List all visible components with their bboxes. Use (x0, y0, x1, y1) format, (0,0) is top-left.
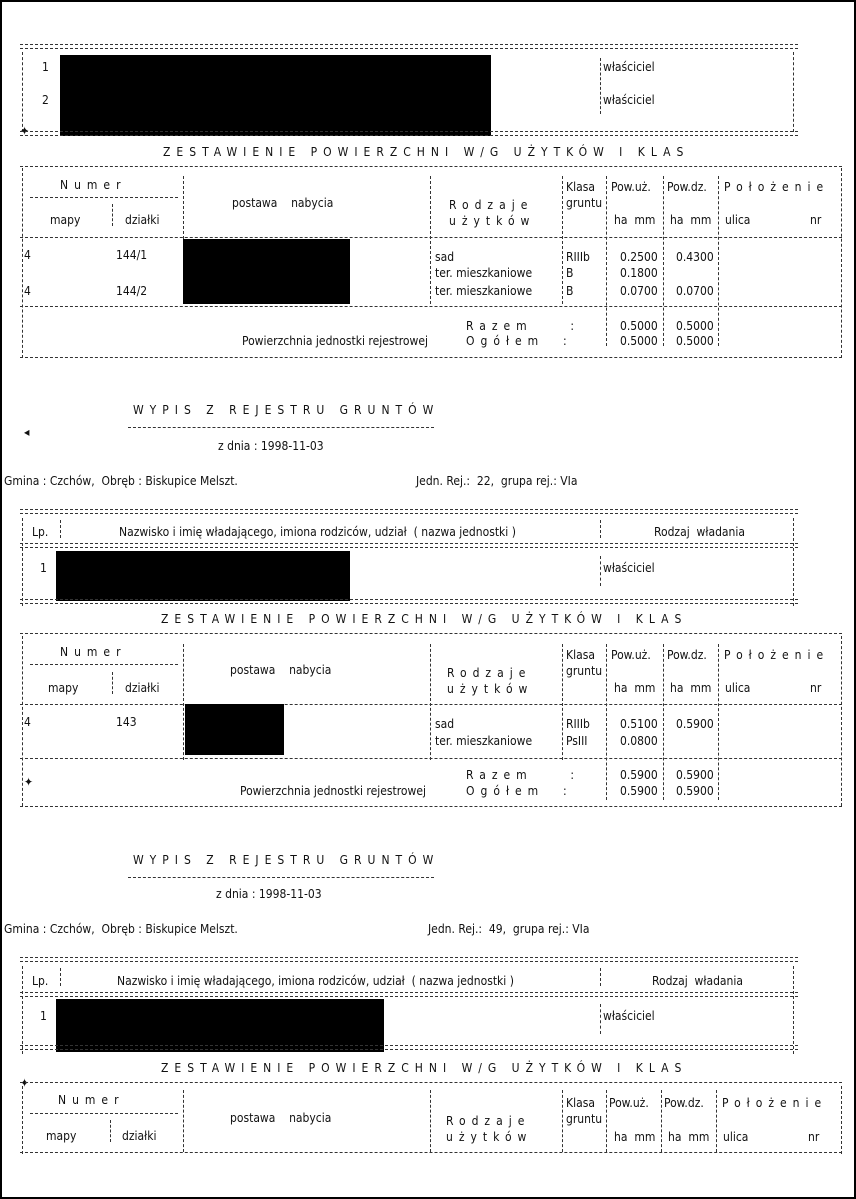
ownership-type: właściciel (603, 1009, 655, 1023)
cell-dzialki: 143 (116, 715, 137, 729)
header-numer: Numer (60, 178, 127, 192)
header-numer: Numer (58, 1093, 125, 1107)
column-divider (661, 1090, 662, 1152)
cell-pow-dz: 0.4300 (676, 250, 714, 264)
cell-pow-uz: 0.1800 (620, 266, 658, 280)
rule (20, 1152, 842, 1153)
powierzchnia-label: Powierzchnia jednostki rejestrowej (240, 784, 426, 798)
rule (30, 1113, 178, 1114)
cell-mapy: 4 (24, 284, 31, 298)
cell-klasa: B (566, 266, 574, 280)
cell-pow-uz: 0.2500 (620, 250, 658, 264)
header-uzytkow: użytków (447, 682, 534, 696)
header-pow-uz: Pow.uż. (609, 1096, 649, 1110)
punch-mark-icon: ✦ (20, 124, 30, 138)
column-divider (430, 1090, 431, 1152)
column-divider (600, 556, 601, 586)
ownership-type: właściciel (603, 93, 655, 107)
header-ha-mm: ha mm (614, 1130, 656, 1144)
gmina-line: Gmina : Czchów, Obręb : Biskupice Melszt. (4, 474, 238, 488)
header-nazwisko: Nazwisko i imię władającego, imiona rodziców, udział ( nazwa jednostki ) (117, 974, 514, 988)
column-divider (718, 644, 719, 800)
wypis-date: z dnia : 1998-11-03 (218, 439, 324, 453)
cell-rodzaj: ter. mieszkaniowe (435, 284, 533, 298)
rule (20, 166, 842, 167)
ogolem-label: Ogółem : (466, 334, 573, 348)
header-polozenie: Położenie (722, 1096, 828, 1110)
column-divider (562, 176, 563, 304)
header-lp: Lp. (32, 974, 49, 988)
column-divider (663, 176, 664, 346)
double-rule (20, 599, 798, 604)
header-gruntu: gruntu (566, 196, 603, 210)
table-border (22, 52, 23, 132)
punch-mark-icon: ✦ (20, 1076, 30, 1090)
redaction-box (60, 55, 491, 136)
header-pow-uz: Pow.uż. (611, 180, 651, 194)
cell-rodzaj: sad (435, 717, 455, 731)
header-polozenie: Położenie (724, 648, 830, 662)
table-border (841, 168, 842, 358)
owner-lp: 1 (40, 1009, 47, 1023)
column-divider (606, 644, 607, 800)
powierzchnia-label: Powierzchnia jednostki rejestrowej (242, 334, 428, 348)
column-divider (718, 176, 719, 346)
header-dzialki: działki (125, 681, 160, 695)
rule (20, 704, 842, 705)
razem-pow-uz: 0.5900 (620, 768, 658, 782)
header-mapy: mapy (50, 213, 81, 227)
header-mapy: mapy (48, 681, 79, 695)
cell-rodzaj: ter. mieszkaniowe (435, 266, 533, 280)
column-divider (606, 1090, 607, 1152)
header-lp: Lp. (32, 525, 49, 539)
ogolem-pow-uz: 0.5900 (620, 784, 658, 798)
column-divider (562, 1090, 563, 1152)
header-klasa: Klasa (566, 648, 595, 662)
header-rodzaj-wladania: Rodzaj władania (654, 525, 745, 539)
cell-klasa: B (566, 284, 574, 298)
column-divider (112, 672, 113, 694)
header-ha-mm: ha mm (670, 681, 712, 695)
cell-rodzaj: ter. mieszkaniowe (435, 734, 533, 748)
cell-rodzaj: sad (435, 250, 455, 264)
header-nr: nr (808, 1130, 820, 1144)
header-klasa: Klasa (566, 1096, 595, 1110)
header-ulica: ulica (725, 213, 751, 227)
header-numer: Numer (60, 645, 127, 659)
rule (30, 664, 178, 665)
double-rule (20, 543, 798, 548)
header-pow-dz: Pow.dz. (667, 180, 707, 194)
cell-klasa: PsIII (566, 734, 588, 748)
header-dzialki: działki (125, 213, 160, 227)
header-klasa: Klasa (566, 180, 595, 194)
table-border (22, 966, 23, 1054)
section-heading: ZESTAWIENIE POWIERZCHNI W/G UŻYTKÓW I KLAS (163, 145, 690, 159)
redaction-box (183, 239, 350, 304)
table-border (22, 636, 23, 806)
table-border (793, 518, 794, 606)
cell-pow-dz: 0.5900 (676, 717, 714, 731)
column-divider (110, 1120, 111, 1142)
punch-mark-icon: ✦ (24, 775, 34, 789)
cell-pow-dz: 0.0700 (676, 284, 714, 298)
rule (20, 357, 842, 358)
table-border (793, 966, 794, 1054)
section-heading: ZESTAWIENIE POWIERZCHNI W/G UŻYTKÓW I KLAS (161, 1061, 688, 1075)
column-divider (430, 644, 431, 760)
column-divider (663, 644, 664, 800)
header-dzialki: działki (122, 1129, 157, 1143)
header-nazwisko: Nazwisko i imię władającego, imiona rodziców, udział ( nazwa jednostki ) (119, 525, 516, 539)
owner-lp: 1 (42, 60, 49, 74)
section-heading: ZESTAWIENIE POWIERZCHNI W/G UŻYTKÓW I KLAS (161, 612, 688, 626)
header-postawa: postawa nabycia (230, 663, 332, 677)
table-border (22, 1086, 23, 1154)
column-divider (183, 644, 184, 760)
wypis-title: WYPIS Z REJESTRU GRUNTÓW (133, 403, 440, 417)
header-rodzaje: Rodzaje (449, 198, 534, 212)
rule (20, 1082, 842, 1083)
column-divider (600, 968, 601, 986)
rule (128, 427, 434, 428)
razem-pow-dz: 0.5000 (676, 319, 714, 333)
cell-klasa: RIIIb (566, 250, 590, 264)
header-pow-dz: Pow.dz. (667, 648, 707, 662)
redaction-box (185, 704, 284, 755)
rule (20, 306, 842, 307)
table-border (22, 518, 23, 606)
razem-label: Razem : (466, 319, 581, 333)
header-mapy: mapy (46, 1129, 77, 1143)
razem-pow-uz: 0.5000 (620, 319, 658, 333)
double-rule (20, 957, 798, 962)
header-ha-mm: ha mm (614, 681, 656, 695)
header-uzytkow: użytków (446, 1130, 533, 1144)
column-divider (183, 1090, 184, 1152)
table-border (841, 636, 842, 806)
table-border (22, 168, 23, 358)
header-pow-uz: Pow.uż. (611, 648, 651, 662)
rule (30, 197, 178, 198)
jedn-rej-line: Jedn. Rej.: 22, grupa rej.: VIa (416, 474, 578, 488)
header-ulica: ulica (723, 1130, 749, 1144)
header-uzytkow: użytków (449, 214, 536, 228)
ownership-type: właściciel (603, 561, 655, 575)
header-nr: nr (810, 681, 822, 695)
header-rodzaje: Rodzaje (447, 666, 532, 680)
wypis-date: z dnia : 1998-11-03 (216, 887, 322, 901)
header-postawa: postawa nabycia (232, 196, 334, 210)
wypis-title: WYPIS Z REJESTRU GRUNTÓW (133, 853, 440, 867)
column-divider (112, 204, 113, 226)
column-divider (716, 1090, 717, 1152)
column-divider (430, 176, 431, 304)
double-rule (20, 509, 798, 514)
redaction-box (56, 551, 350, 601)
header-gruntu: gruntu (566, 1112, 603, 1126)
header-gruntu: gruntu (566, 664, 603, 678)
double-rule (20, 1045, 798, 1050)
rule (20, 237, 842, 238)
double-rule (20, 992, 798, 997)
column-divider (606, 176, 607, 346)
double-rule (20, 44, 798, 49)
cell-dzialki: 144/1 (116, 248, 148, 262)
column-divider (562, 644, 563, 760)
column-divider (600, 1004, 601, 1034)
cell-pow-uz: 0.0800 (620, 734, 658, 748)
ogolem-pow-dz: 0.5000 (676, 334, 714, 348)
cell-pow-uz: 0.5100 (620, 717, 658, 731)
column-divider (60, 520, 61, 538)
gmina-line: Gmina : Czchów, Obręb : Biskupice Melszt. (4, 922, 238, 936)
header-ulica: ulica (725, 681, 751, 695)
header-polozenie: Położenie (724, 180, 830, 194)
header-rodzaje: Rodzaje (446, 1114, 531, 1128)
header-nr: nr (810, 213, 822, 227)
table-border (841, 1086, 842, 1154)
razem-label: Razem : (466, 768, 581, 782)
column-divider (60, 968, 61, 986)
rule (20, 633, 842, 634)
ownership-type: właściciel (603, 60, 655, 74)
double-rule (20, 131, 798, 136)
header-ha-mm: ha mm (668, 1130, 710, 1144)
razem-pow-dz: 0.5900 (676, 768, 714, 782)
cell-pow-uz: 0.0700 (620, 284, 658, 298)
column-divider (600, 58, 601, 114)
header-ha-mm: ha mm (614, 213, 656, 227)
column-divider (600, 520, 601, 538)
owner-lp: 1 (40, 561, 47, 575)
ogolem-label: Ogółem : (466, 784, 573, 798)
ogolem-pow-dz: 0.5900 (676, 784, 714, 798)
table-border (793, 52, 794, 132)
rule (20, 758, 842, 759)
cell-dzialki: 144/2 (116, 284, 148, 298)
owner-lp: 2 (42, 93, 49, 107)
cell-mapy: 4 (24, 248, 31, 262)
cell-mapy: 4 (24, 715, 31, 729)
ogolem-pow-uz: 0.5000 (620, 334, 658, 348)
header-ha-mm: ha mm (670, 213, 712, 227)
header-postawa: postawa nabycia (230, 1111, 332, 1125)
cell-klasa: RIIIb (566, 717, 590, 731)
header-pow-dz: Pow.dz. (664, 1096, 704, 1110)
rule (128, 877, 434, 878)
punch-mark-icon: ◂ (24, 425, 30, 439)
jedn-rej-line: Jedn. Rej.: 49, grupa rej.: VIa (428, 922, 590, 936)
rule (20, 806, 842, 807)
header-rodzaj-wladania: Rodzaj władania (652, 974, 743, 988)
